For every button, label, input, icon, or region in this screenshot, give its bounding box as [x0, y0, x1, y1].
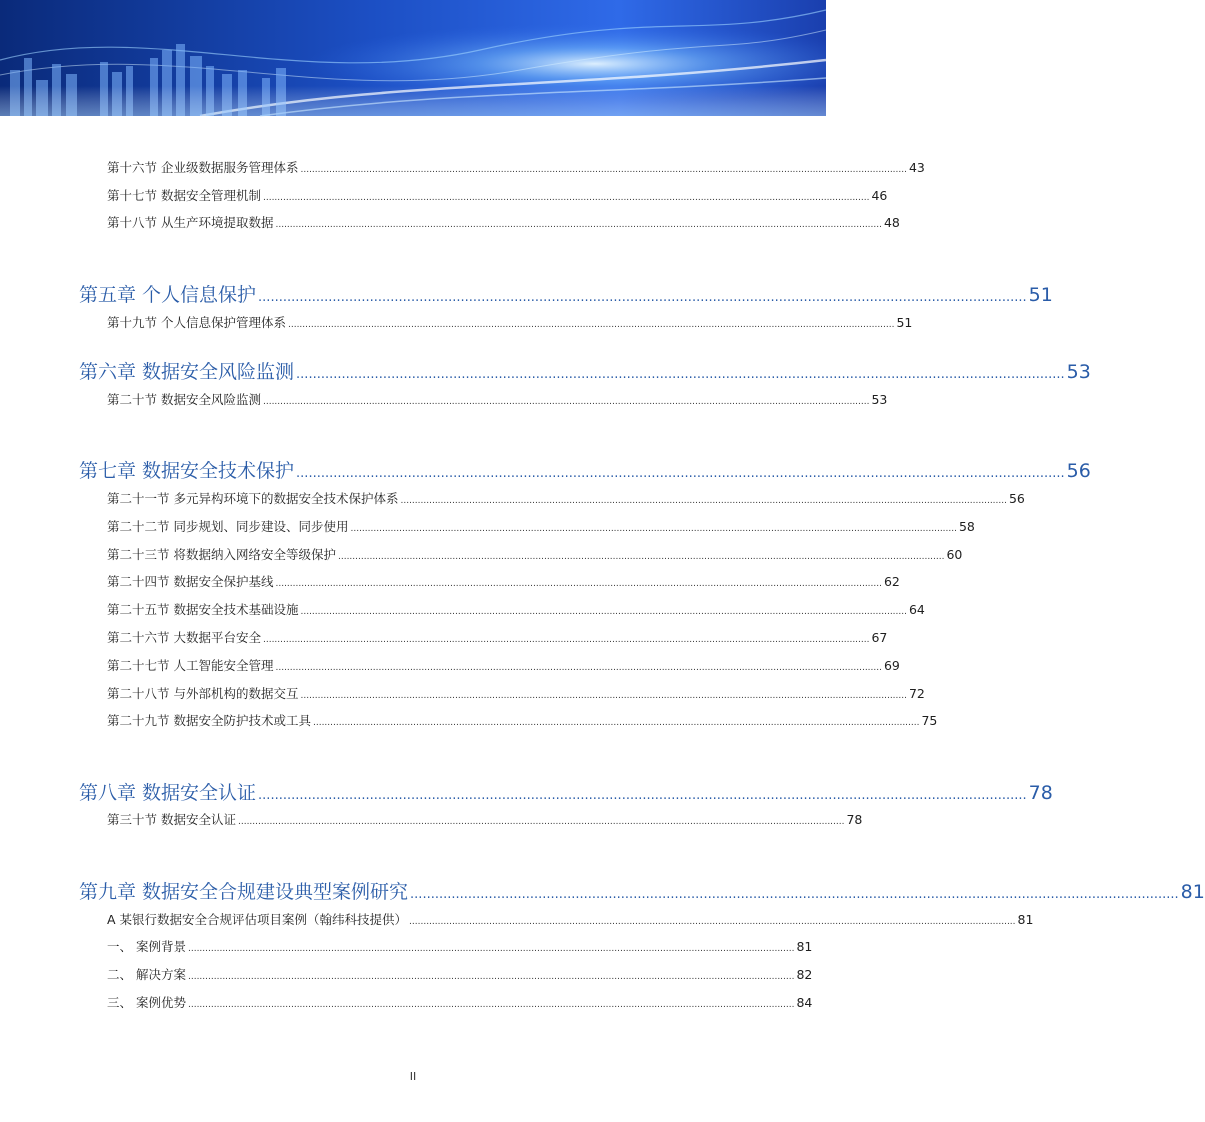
toc-entry-section[interactable]	[107, 572, 900, 590]
toc-entry-title: 第二十五节 数据安全技术基础设施	[107, 602, 299, 617]
toc-entry-title: 第二十二节 同步规划、同步建设、同步使用	[107, 519, 349, 534]
toc-chapter-title: 第七章 数据安全技术保护	[79, 460, 295, 482]
toc-entry-page: 60	[946, 547, 963, 562]
toc-entry-section[interactable]	[107, 600, 925, 618]
toc-entry-page: 84	[796, 995, 813, 1010]
toc-entry-section[interactable]	[107, 313, 913, 331]
toc-entry-title: 第十六节 企业级数据服务管理体系	[107, 160, 299, 175]
toc-entry-page: 72	[908, 686, 925, 701]
toc-entry-section[interactable]	[107, 684, 925, 702]
toc-chapter-page: 53	[1066, 361, 1091, 383]
toc-entry-page: 43	[908, 160, 925, 175]
toc-entry-section[interactable]	[107, 993, 813, 1011]
toc-entry-title: 第二十四节 数据安全保护基线	[107, 574, 274, 589]
leader-dots: ....................................................................................................................................................................................................................	[300, 691, 907, 701]
header-banner	[0, 0, 826, 116]
leader-dots: ....................................................................................................................................................................................................................	[262, 193, 870, 203]
toc-entry-section[interactable]	[107, 628, 888, 646]
leader-dots: ....................................................................................................................................................................................................................	[187, 1000, 795, 1010]
toc-entry-section[interactable]	[107, 545, 963, 563]
toc-entry-page: 64	[908, 602, 925, 617]
leader-dots: ..........................................................................................................................................................................................	[258, 788, 1027, 803]
leader-dots: ....................................................................................................................................................................................................................	[275, 663, 882, 673]
toc-entry-title: 第二十六节 大数据平台安全	[107, 630, 261, 645]
toc-entry-chapter[interactable]	[79, 877, 1205, 904]
leader-dots: ....................................................................................................................................................................................................................	[409, 917, 1016, 927]
toc-entry-title: 二、 解决方案	[107, 967, 186, 982]
toc-entry-section[interactable]	[107, 213, 900, 231]
toc-chapter-page: 78	[1028, 782, 1053, 804]
leader-dots: ....................................................................................................................................................................................................................	[187, 972, 795, 982]
leader-dots: ....................................................................................................................................................................................................................	[337, 552, 945, 562]
leader-dots: ....................................................................................................................................................................................................................	[350, 524, 957, 534]
toc-entry-chapter[interactable]	[79, 778, 1053, 805]
toc-entry-title: 第十八节 从生产环境提取数据	[107, 215, 274, 230]
toc-entry-section[interactable]	[107, 656, 900, 674]
toc-entry-page: 78	[846, 812, 863, 827]
toc-entry-page: 81	[796, 939, 813, 954]
toc-entry-page: 75	[921, 713, 938, 728]
toc-entry-title: 第二十三节 将数据纳入网络安全等级保护	[107, 547, 336, 562]
toc-entry-page: 46	[871, 188, 888, 203]
toc-entry-title: 一、 案例背景	[107, 939, 186, 954]
leader-dots: ..........................................................................................................................................................................................	[296, 367, 1065, 382]
leader-dots: ....................................................................................................................................................................................................................	[300, 607, 907, 617]
toc-entry-title: 第二十一节 多元异构环境下的数据安全技术保护体系	[107, 491, 399, 506]
toc-entry-chapter[interactable]	[79, 280, 1053, 307]
toc-entry-title: 三、 案例优势	[107, 995, 186, 1010]
toc-entry-page: 82	[796, 967, 813, 982]
toc-entry-page: 48	[883, 215, 900, 230]
leader-dots: ....................................................................................................................................................................................................................	[262, 397, 870, 407]
leader-dots: ....................................................................................................................................................................................................................	[312, 718, 920, 728]
toc-entry-page: 67	[871, 630, 888, 645]
toc-entry-section[interactable]	[107, 186, 888, 204]
footer-page-number: II	[409, 1070, 417, 1083]
toc-entry-section[interactable]	[107, 390, 888, 408]
toc-entry-chapter[interactable]	[79, 357, 1091, 384]
toc-entry-section[interactable]	[107, 711, 938, 729]
toc-chapter-title: 第八章 数据安全认证	[79, 782, 257, 804]
toc-entry-section[interactable]	[107, 965, 813, 983]
toc-entry-page: 81	[1017, 912, 1034, 927]
toc-entry-section[interactable]	[107, 910, 1034, 928]
leader-dots: ..........................................................................................................................................................................................	[258, 290, 1027, 305]
leader-dots: ....................................................................................................................................................................................................................	[287, 320, 895, 330]
leader-dots: ....................................................................................................................................................................................................................	[275, 579, 882, 589]
toc-entry-title: 第二十八节 与外部机构的数据交互	[107, 686, 299, 701]
toc-entry-section[interactable]	[107, 489, 1025, 507]
toc-entry-title: 第二十九节 数据安全防护技术或工具	[107, 713, 311, 728]
toc-chapter-page: 51	[1028, 284, 1053, 306]
leader-dots: ....................................................................................................................................................................................................................	[300, 165, 907, 175]
leader-dots: ....................................................................................................................................................................................................................	[262, 635, 870, 645]
toc-entry-page: 69	[883, 658, 900, 673]
toc-entry-page: 56	[1008, 491, 1025, 506]
toc-chapter-title: 第五章 个人信息保护	[79, 284, 257, 306]
toc-entry-section[interactable]	[107, 517, 975, 535]
toc-chapter-title: 第九章 数据安全合规建设典型案例研究	[79, 881, 409, 903]
city-skyline-banner-image	[0, 0, 826, 116]
leader-dots: ....................................................................................................................................................................................................................	[187, 944, 795, 954]
toc-chapter-page: 56	[1066, 460, 1091, 482]
leader-dots: ....................................................................................................................................................................................................................	[275, 220, 882, 230]
toc-entry-title: 第三十节 数据安全认证	[107, 812, 236, 827]
toc-chapter-title: 第六章 数据安全风险监测	[79, 361, 295, 383]
toc-entry-title: 第二十七节 人工智能安全管理	[107, 658, 274, 673]
toc-entry-page: 58	[958, 519, 975, 534]
toc-entry-title: 第二十节 数据安全风险监测	[107, 392, 261, 407]
leader-dots: ....................................................................................................................................................................................................................	[237, 817, 845, 827]
toc-entry-title: 第十九节 个人信息保护管理体系	[107, 315, 286, 330]
leader-dots: ..........................................................................................................................................................................................	[410, 887, 1179, 902]
toc-entry-section[interactable]	[107, 937, 813, 955]
leader-dots: ..........................................................................................................................................................................................	[296, 466, 1065, 481]
toc-entry-title: 第十七节 数据安全管理机制	[107, 188, 261, 203]
toc-entry-page: 51	[896, 315, 913, 330]
toc-entry-page: 62	[883, 574, 900, 589]
toc-entry-page: 53	[871, 392, 888, 407]
toc-entry-chapter[interactable]	[79, 456, 1091, 483]
leader-dots: ....................................................................................................................................................................................................................	[400, 496, 1007, 506]
toc-entry-title: A 某银行数据安全合规评估项目案例（翰纬科技提供）	[107, 912, 408, 927]
toc-entry-section[interactable]	[107, 810, 863, 828]
toc-chapter-page: 81	[1180, 881, 1205, 903]
toc-entry-section[interactable]	[107, 158, 925, 176]
